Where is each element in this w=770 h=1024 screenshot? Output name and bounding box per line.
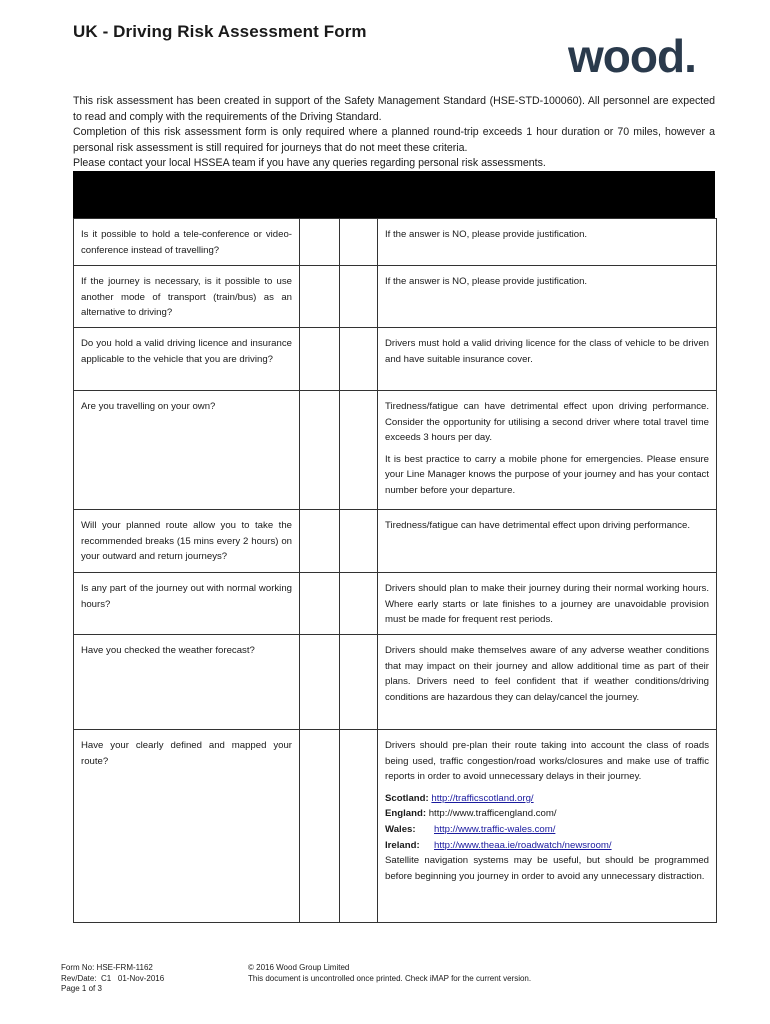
no-cell[interactable] [340,328,378,391]
table-row [74,635,717,730]
link-row-england [385,806,709,822]
copyright-text: © 2016 Wood Group Limited [248,963,350,972]
ireland-link[interactable]: http://www.theaa.ie/roadwatch/newsroom/ [434,839,612,851]
no-cell[interactable] [340,391,378,510]
no-cell[interactable] [340,635,378,730]
note-text: Drivers should plan to make their journey during their normal working hours. Where early starts or late finishes to a journey are unavoidable provision must be made for frequent rest periods. [385,583,709,626]
question-cell: If the journey is necessary, is it possible to use another mode of transport (train/bus) as an alternative to driving? [74,266,300,328]
table-row [74,328,717,391]
table-row [74,391,717,510]
link-label: Scotland: [385,792,429,804]
yes-cell[interactable] [300,635,340,730]
no-cell[interactable] [340,219,378,266]
link-row-wales [385,822,709,838]
notes-cell [378,391,717,510]
link-label: England: [385,808,427,820]
notes-cell [378,573,717,635]
england-link[interactable]: http://www.trafficengland.com/ [428,808,557,820]
note-text: Satellite navigation systems may be useful, but should be programmed before beginning you journey in order to avoid any unnecessary distraction. [385,855,709,882]
revision-date: Rev/Date: C1 01-Nov-2016 [61,973,165,983]
notes-cell [378,510,717,573]
notes-cell [378,730,717,923]
link-label: Ireland: [385,839,420,851]
question-cell: Is any part of the journey out with normal working hours? [74,573,300,635]
note-text: Drivers should make themselves aware of any adverse weather conditions that may impact on their journey and allow additional time as part of their plans. Drivers need to feel confident that if weather conditions/driving conditions are hazardous they can delay/cancel the journey. [385,645,709,703]
note-text: If the answer is NO, please provide justification. [385,276,588,287]
footer-left [61,963,164,995]
scotland-link[interactable]: http://trafficscotland.org/ [431,792,534,804]
notes-cell [378,266,717,328]
intro-paragraph-3: Please contact your local HSSEA team if you have any queries regarding personal risk assessments. [73,157,546,169]
yes-cell[interactable] [300,266,340,328]
wood-logo [568,34,718,78]
note-text: It is best practice to carry a mobile phone for emergencies. Please ensure your Line Manager knows the purpose of your journey and has your contact number before your departure. [385,453,709,496]
page-title: UK - Driving Risk Assessment Form [73,22,367,41]
note-text: Drivers must hold a valid driving licence for the class of vehicle to be driven and have suitable insurance cover. [385,338,709,365]
notes-cell [378,219,717,266]
link-row-ireland [385,838,709,854]
note-text: If the answer is NO, please provide justification. [385,229,588,240]
yes-cell[interactable] [300,391,340,510]
table-row [74,219,717,266]
no-cell[interactable] [340,573,378,635]
no-cell[interactable] [340,730,378,923]
table-row [74,573,717,635]
link-label: Wales: [385,823,416,835]
question-cell: Will your planned route allow you to take the recommended breaks (15 mins every 2 hours) on your outward and return journeys? [74,510,300,573]
table-row [74,730,717,923]
note-text: Tiredness/fatigue can have detrimental effect upon driving performance. [385,520,691,531]
intro-paragraph-2: Completion of this risk assessment form is only required where a planned round-trip exceeds 1 hour duration or 70 miles, however a personal risk assessment is still required for journeys that do not meet these criteria. [73,126,715,154]
wales-link[interactable]: http://www.traffic-wales.com/ [434,823,556,835]
yes-cell[interactable] [300,328,340,391]
traffic-links [385,791,709,885]
form-number: Form No: HSE-FRM-1162 [61,963,153,972]
table-header-bar [73,171,715,218]
no-cell[interactable] [340,510,378,573]
notes-cell [378,635,717,730]
note-text: Drivers should pre-plan their route taking into account the class of roads being used, traffic congestion/road works/closures and make use of traffic reports in order to avoid unnecessary delays in their journey. [385,740,709,783]
question-cell: Is it possible to hold a tele-conference or video-conference instead of travelling? [74,219,300,266]
yes-cell[interactable] [300,219,340,266]
yes-cell[interactable] [300,573,340,635]
question-cell: Are you travelling on your own? [74,391,300,510]
page-number: Page 1 of 3 [61,984,102,993]
yes-cell[interactable] [300,730,340,923]
notes-cell [378,328,717,391]
uncontrolled-notice: This document is uncontrolled once printed. Check iMAP for the current version. [248,973,532,983]
question-cell: Have your clearly defined and mapped your route? [74,730,300,923]
risk-assessment-table [73,218,717,923]
logo-text: wood. [568,34,696,78]
intro-text [73,94,715,172]
question-cell: Have you checked the weather forecast? [74,635,300,730]
footer-right [248,963,531,984]
note-text: Tiredness/fatigue can have detrimental effect upon driving performance. Consider the opportunity for utilising a second driver where total travel time exceeds 3 hours per day. [385,401,709,444]
table-row [74,510,717,573]
link-row-scotland [385,791,709,807]
table-row [74,266,717,328]
yes-cell[interactable] [300,510,340,573]
intro-paragraph-1: This risk assessment has been created in support of the Safety Management Standard (HSE-STD-100060). All personnel are expected to read and comply with the requirements of the Driving Standard. [73,95,715,123]
no-cell[interactable] [340,266,378,328]
question-cell: Do you hold a valid driving licence and insurance applicable to the vehicle that you are driving? [74,328,300,391]
